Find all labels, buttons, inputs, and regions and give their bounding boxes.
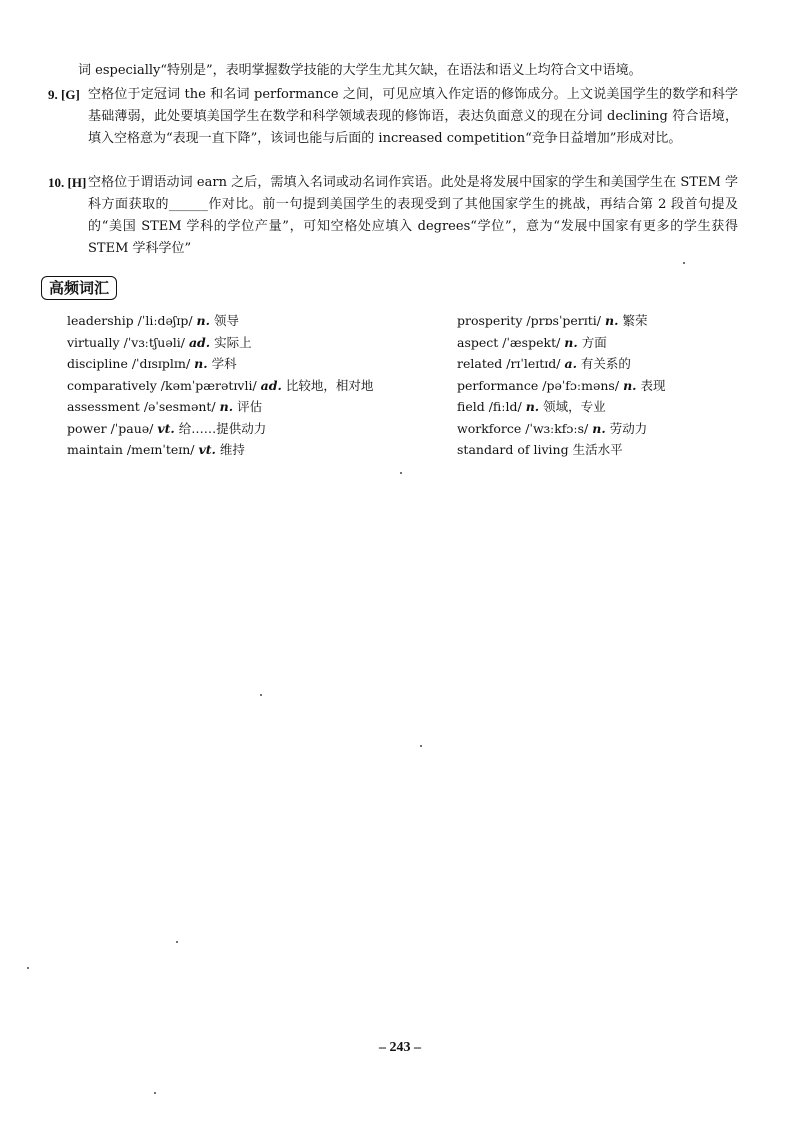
vocab-meaning: 有关系的 (580, 356, 631, 371)
vocab-pos: ad. (188, 334, 211, 350)
scan-speck (260, 694, 262, 696)
vocab-phonetic: /kəmˈpærətɪvli/ (160, 377, 257, 393)
vocab-pos: ad. (260, 377, 282, 393)
vocab-pos: vt. (198, 442, 216, 457)
vocab-pos: vt. (157, 420, 175, 436)
vocab-word: leadership (67, 313, 134, 328)
vocab-pos: n. (592, 420, 606, 436)
vocab-pos: n. (219, 399, 234, 414)
vocab-pos: n. (605, 313, 619, 328)
scan-speck (27, 967, 29, 969)
vocab-pos: n. (623, 377, 637, 393)
vocab-entry (457, 353, 757, 375)
vocab-phonetic: /ˈæspekt/ (502, 334, 561, 350)
vocab-word: related (457, 356, 503, 371)
vocab-meaning: 劳动力 (609, 420, 648, 436)
vocab-pos: a. (564, 356, 577, 371)
vocab-meaning: 表现 (640, 377, 666, 393)
answer-explanation: 空格位于谓语动词 earn 之后，需填入名词或动名词作宾语。此处是将发展中国家的学生和美国学生在 STEM 学科方面获取的______作对比。前一句提到美国学生的表现受到了其他国家学生的挑战，再结合第 2 段首句提及的“美国 STEM 学科的学位产量”，可知空格处应填入 degrees“学位”，意为“发展中国家有更多的学生获得 STEM 学科学位” (88, 175, 738, 256)
vocab-entry (67, 418, 427, 440)
vocab-word: field (457, 399, 485, 414)
vocab-word: discipline (67, 356, 128, 371)
vocab-word: standard of living (457, 442, 569, 457)
vocab-phonetic: /meɪnˈteɪn/ (126, 442, 195, 457)
vocab-entry (457, 418, 757, 440)
vocab-word: performance (457, 377, 539, 393)
vocab-phonetic: /ˈliːdəʃɪp/ (137, 313, 193, 328)
vocab-meaning: 实际上 (214, 334, 252, 350)
vocab-phonetic: /ˈdɪsɪplɪn/ (131, 356, 191, 371)
vocab-word: aspect (457, 334, 499, 350)
vocab-phonetic: /pəˈfɔːməns/ (542, 377, 620, 393)
scan-speck (154, 1092, 156, 1094)
vocab-entry (67, 396, 427, 418)
vocab-entry (67, 353, 427, 375)
vocab-phonetic: /ˈvɜːtʃuəli/ (123, 334, 185, 350)
page-number: – 243 – (379, 1040, 421, 1055)
vocab-phonetic: /rɪˈleɪtɪd/ (506, 356, 561, 371)
scan-speck (400, 472, 402, 474)
vocab-word: power (67, 420, 107, 436)
vocab-meaning: 评估 (237, 399, 263, 414)
vocab-meaning: 领域，专业 (543, 399, 606, 414)
vocab-entry (457, 375, 757, 397)
vocab-meaning: 维持 (219, 442, 245, 457)
vocab-meaning: 领导 (213, 313, 239, 328)
answer-number: 10. [H] (48, 175, 87, 190)
vocab-entry (457, 332, 757, 354)
vocab-phonetic: /prɒsˈperɪti/ (526, 313, 602, 328)
vocab-meaning: 比较地，相对地 (285, 377, 374, 393)
vocab-phonetic: /əˈsesmənt/ (143, 399, 216, 414)
vocab-word: comparatively (67, 377, 157, 393)
vocab-phonetic: /ˈpauə/ (110, 420, 154, 436)
vocab-entry (67, 439, 427, 461)
vocab-word: prosperity (457, 313, 523, 328)
answer-item-10 (48, 172, 738, 260)
vocab-entry (457, 439, 757, 461)
vocab-meaning: 学科 (211, 356, 237, 371)
vocab-word: assessment (67, 399, 140, 414)
vocab-entry (457, 396, 757, 418)
vocab-meaning: 给……提供动力 (178, 420, 267, 436)
vocab-heading: 高频词汇 (41, 276, 117, 300)
vocab-pos: n. (196, 313, 210, 328)
vocab-pos: n. (194, 356, 208, 371)
vocab-word: maintain (67, 442, 123, 457)
answer-explanation: 空格位于定冠词 the 和名词 performance 之间，可见应填入作定语的修饰成分。上文说美国学生的数学和科学基础薄弱，此处要填美国学生在数学和科学领域表现的修饰语，表达负面意义的现在分词 declining 符合语境，填入空格意为“表现一直下降”，该词也能与后面的 increased competition“竞争日益增加”形成对比。 (88, 87, 738, 146)
vocab-entry (67, 310, 427, 332)
continuation-paragraph: 词 especially“特别是”，表明掌握数学技能的大学生尤其欠缺，在语法和语义上均符合文中语境。 (78, 63, 642, 78)
vocab-meaning: 生活水平 (572, 442, 623, 457)
vocab-pos: n. (564, 334, 578, 350)
answer-item-9 (48, 84, 738, 150)
answer-number: 9. [G] (48, 87, 80, 102)
vocab-entry (67, 332, 427, 354)
vocab-phonetic: /fiːld/ (488, 399, 522, 414)
vocab-entry (67, 375, 427, 397)
vocab-meaning: 方面 (581, 334, 607, 350)
vocab-phonetic: /ˈwɜːkfɔːs/ (525, 420, 589, 436)
vocab-list-right (457, 310, 757, 461)
scan-speck (176, 941, 178, 943)
vocab-list-left (67, 310, 427, 461)
vocab-meaning: 繁荣 (622, 313, 648, 328)
vocab-entry (457, 310, 757, 332)
vocab-word: workforce (457, 420, 522, 436)
vocab-word: virtually (67, 334, 120, 350)
scan-speck (420, 745, 422, 747)
vocab-pos: n. (525, 399, 540, 414)
scan-speck (683, 262, 685, 264)
